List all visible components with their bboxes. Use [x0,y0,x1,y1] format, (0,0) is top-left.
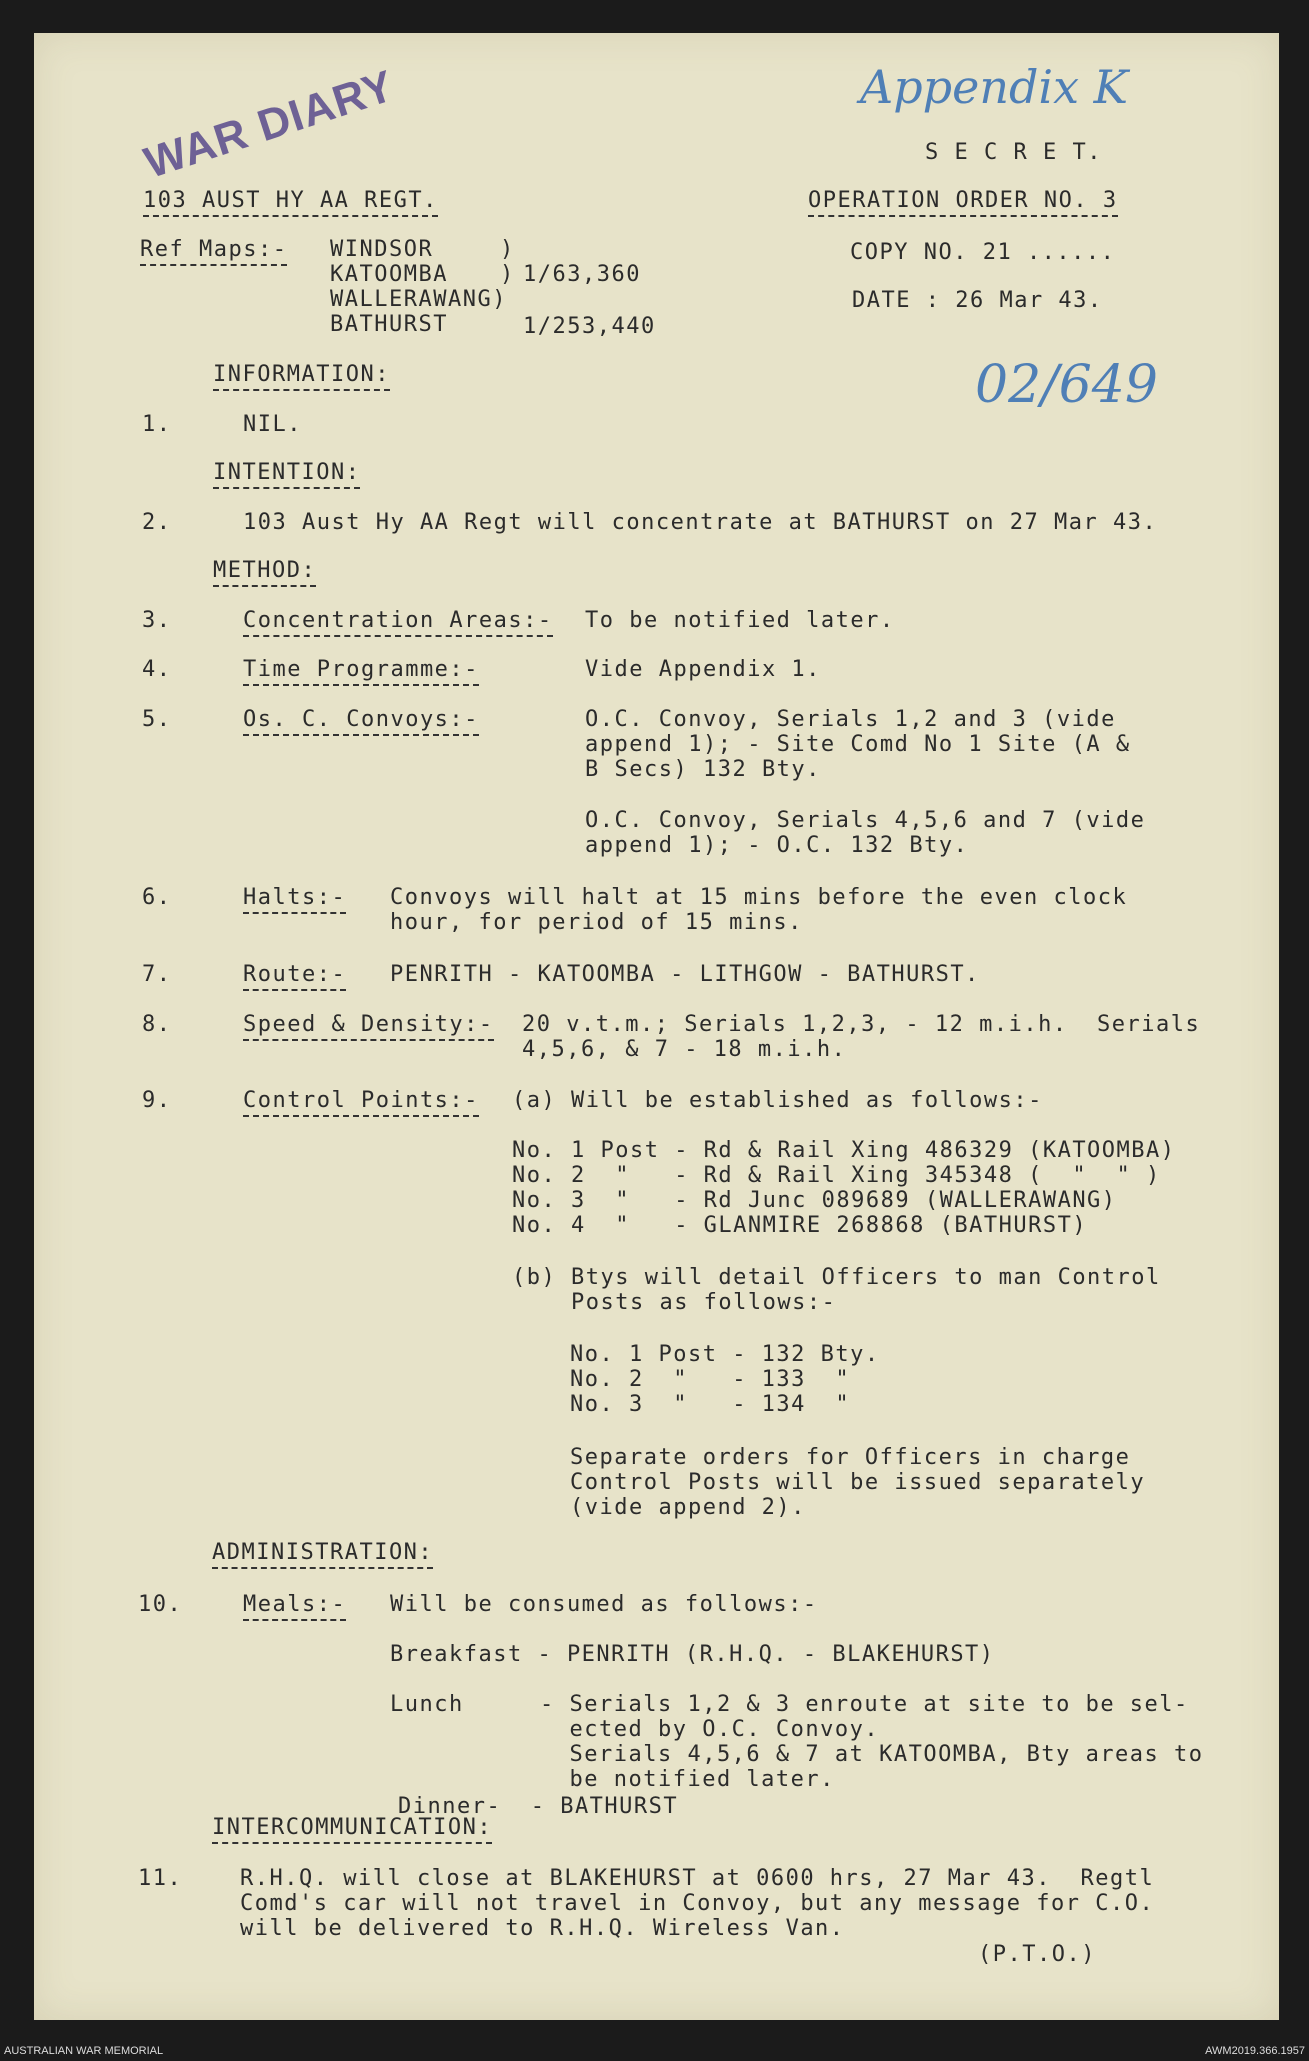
para-line: Comd's car will not travel in Convoy, but any message for C.O. [240,1891,1155,1916]
para-number: 8. [142,1012,172,1037]
para-heading: Halts:- [243,885,346,914]
para-line: Convoys will halt at 15 mins before the even clock [390,885,1128,910]
para-line: R.H.Q. will close at BLAKEHURST at 0600 hrs, 27 Mar 43. Regtl [240,1866,1155,1891]
para-line: Posts as follows:- [512,1290,837,1315]
meal-lunch-label: Lunch [390,1692,464,1717]
para-number: 11. [138,1866,183,1891]
meal-lunch-line: be notified later. [540,1767,835,1792]
para-line: 4,5,6, & 7 - 18 m.i.h. [522,1037,847,1062]
control-post: No. 4 " - GLANMIRE 268868 (BATHURST) [512,1213,1088,1238]
para-line: 20 v.t.m.; Serials 1,2,3, - 12 m.i.h. Serials [522,1012,1201,1037]
map-name: WALLERAWANG) [330,287,507,312]
footer-institution: AUSTRALIAN WAR MEMORIAL [4,2045,164,2057]
section-heading: METHOD: [213,558,316,587]
map-scale: 1/63,360 [523,262,641,287]
map-name: BATHURST [330,312,448,337]
para-heading: Time Programme:- [243,657,479,686]
meal-dinner: Dinner- - BATHURST [398,1794,679,1819]
para-heading: Os. C. Convoys:- [243,707,479,736]
para-text: 103 Aust Hy AA Regt will concentrate at BATHURST on 27 Mar 43. [243,510,1158,535]
para-number: 6. [142,885,172,910]
para-heading: Concentration Areas:- [243,608,553,637]
control-post: No. 1 Post - Rd & Rail Xing 486329 (KATOOMBA) [512,1138,1176,1163]
map-bracket: ) [500,237,515,262]
map-name: WINDSOR [330,237,434,262]
classification: S E C R E T. [925,140,1102,165]
pto-note: (P.T.O.) [978,1942,1096,1967]
para-line: append 1); - Site Comd No 1 Site (A & [585,732,1131,757]
para-number: 4. [142,657,172,682]
para-line: will be delivered to R.H.Q. Wireless Van. [240,1916,845,1941]
war-diary-stamp: WAR DIARY [138,61,401,188]
unit-name: 103 AUST HY AA REGT. [143,188,438,217]
map-name: KATOOMBA [330,262,448,287]
file-number-handwritten: 02/649 [975,355,1158,415]
ref-maps-label: Ref Maps:- [140,237,287,266]
para-line: hour, for period of 15 mins. [390,910,803,935]
para-line: B Secs) 132 Bty. [585,757,821,782]
para-text: To be notified later. [585,608,895,633]
para-number: 1. [142,412,172,437]
map-scale: 1/253,440 [523,314,656,339]
map-bracket: ) [500,262,515,287]
para-line: (vide append 2). [570,1495,806,1520]
section-heading: INTENTION: [213,460,360,489]
para-number: 2. [142,510,172,535]
section-heading: ADMINISTRATION: [212,1540,433,1569]
para-text: Will be consumed as follows:- [390,1592,818,1617]
control-post: No. 2 " - Rd & Rail Xing 345348 ( " " ) [512,1163,1161,1188]
appendix-handwritten-note: Appendix K [860,60,1129,114]
meal-lunch-line: - Serials 1,2 & 3 enroute at site to be sel- [540,1692,1189,1717]
control-post: No. 3 " - Rd Junc 089689 (WALLERAWANG) [512,1188,1117,1213]
para-line: append 1); - O.C. 132 Bty. [585,833,969,858]
para-heading: Control Points:- [243,1088,479,1117]
copy-number: COPY NO. 21 ...... [850,240,1116,265]
para-heading: Speed & Density:- [243,1012,494,1041]
para-line: Control Posts will be issued separately [570,1470,1146,1495]
meal-lunch-line: ected by O.C. Convoy. [540,1717,880,1742]
para-line: O.C. Convoy, Serials 4,5,6 and 7 (vide [585,808,1146,833]
para-number: 3. [142,608,172,633]
para-heading: Route:- [243,962,346,991]
para-number: 7. [142,962,172,987]
bty-post: No. 1 Post - 132 Bty. [570,1342,880,1367]
para-line: (b) Btys will detail Officers to man Control [512,1265,1161,1290]
para-line: Separate orders for Officers in charge [570,1445,1131,1470]
meal-lunch-line: Serials 4,5,6 & 7 at KATOOMBA, Bty areas to [540,1742,1204,1767]
para-number: 5. [142,707,172,732]
footer-accession: AWM2019.366.1957 [1205,2045,1305,2057]
section-heading: INTERCOMMUNICATION: [212,1815,492,1844]
para-line: O.C. Convoy, Serials 1,2 and 3 (vide [585,707,1116,732]
para-text: NIL. [243,412,302,437]
bty-post: No. 3 " - 134 " [570,1392,851,1417]
meal-breakfast: Breakfast - PENRITH (R.H.Q. - BLAKEHURST) [390,1642,995,1667]
section-heading: INFORMATION: [213,362,390,391]
para-text: PENRITH - KATOOMBA - LITHGOW - BATHURST. [390,962,980,987]
bty-post: No. 2 " - 133 " [570,1367,851,1392]
para-number: 10. [138,1592,183,1617]
para-text: Vide Appendix 1. [585,657,821,682]
para-line: (a) Will be established as follows:- [512,1088,1043,1113]
para-heading: Meals:- [243,1592,346,1621]
order-title: OPERATION ORDER NO. 3 [808,188,1118,217]
para-number: 9. [142,1088,172,1113]
order-date: DATE : 26 Mar 43. [852,288,1103,313]
